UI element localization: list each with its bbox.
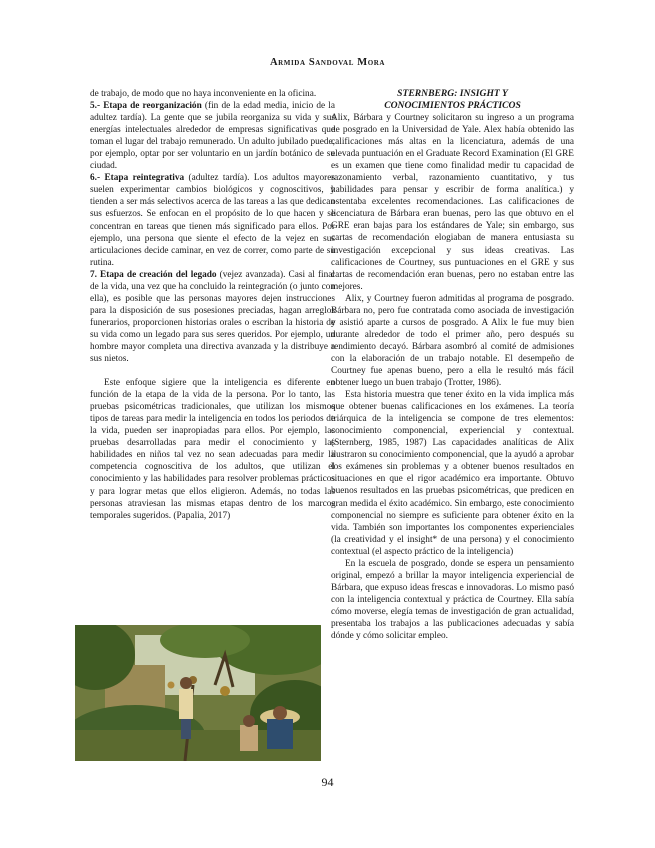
- stage-7-text: (vejez avanzada). Casi al final de la vida, una vez que ha concluido la reintegración (o junto con ella), es posible que las personas mayores dejen instrucciones para la disposición de sus posesiones preciadas, hagan arreglos funerarios, proporcionen historias orales o escriban la historia de su vida como un legado para sus seres queridos. Por ejemplo, un hombre mayor completa una directiva avanzada y la distribuye a sus nietos.: [90, 269, 335, 365]
- stage-7-paragraph: [90, 269, 335, 365]
- admission-paragraph: Alix, y Courtney fueron admitidas al programa de posgrado. Bárbara no, pero fue contratada como asociada de investigación y asistió aparte a cursos de posgrado. A Alix le fue muy bien durante alrededor de todo el primer año, pero después su rendimiento decayó. Bárbara asombró al comité de admisiones con la elaboración de un trabajo notable. El desempeño de Courtney fue apenas bueno, pero a ella le resultó más fácil obtener luego un buen trabajo (Trotter, 1986).: [331, 293, 574, 389]
- right-column: [331, 88, 574, 642]
- section-title-line-2: CONOCIMIENTOS PRÁCTICOS: [384, 100, 521, 111]
- stage-7-label: 7. Etapa de creación del legado: [90, 269, 217, 280]
- triarchic-theory-paragraph: Esta historia muestra que tener éxito en la vida implica más que obtener buenas calificaciones en los exámenes. La teoría triárquica de la inteligencia se compone de tres elementos: conocimiento componencial, experiencial y contextual. (Sternberg, 1985, 1987) Las capacidades analíticas de Alix ilustraron su conocimiento componencial, que la ayudó a aprobar los exámenes sin problemas y a obtener buenos resultados en situaciones en que el rigor académico era importante. Obtuvo buenos resultados en las pruebas psicométricas, que predicen en gran medida el éxito académico. Sin embargo, este conocimiento componencial no siempre es suficiente para obtener éxito en la vida. También son importantes los componentes experienciales (la creatividad y el insight* de una persona) y el conocimiento contextual (el aspecto práctico de la inteligencia): [331, 390, 574, 557]
- field-work-photo-illustration: [75, 625, 321, 761]
- stage-5-text: (fin de la edad media, inicio de la adultez tardía). La gente que se jubila reorganiza su vida y sus energías intelectuales alrededor de empresas significativas que toman el lugar del trabajo remunerado. Un adulto jubilado puede, por ejemplo, optar por ser voluntario en un jardín botánico de su ciudad.: [90, 101, 335, 172]
- field-work-photo: [75, 625, 321, 761]
- stage-5-paragraph: [90, 100, 335, 172]
- stage-5-label: 5.- Etapa de reorganización: [90, 101, 202, 112]
- approach-paragraph: Este enfoque sigiere que la inteligencia es diferente en función de la etapa de la vida de la persona. Por lo tanto, las pruebas psicométricas tradicionales, que utilizan los mismos tipos de tareas para medir la inteligencia en todos los periodos de la vida, pueden ser inapropiadas para ellos. Por ejemplo, las pruebas desarrolladas para medir el conocimiento y las habilidades en niños tal vez no sean adecuadas para medir la competencia cognoscitiva de los adultos, que utilizan el conocimiento y las habilidades para resolver problemas prácticos y para lograr metas que ellos eligieron. Además, no todas las personas atraviesan las mismas etapas dentro de los marcos temporales sugeridos. (Papalia, 2017): [90, 378, 335, 521]
- left-column: [90, 88, 335, 522]
- running-head: Armida Sandoval Mora: [269, 57, 386, 68]
- graduate-school-paragraph: En la escuela de posgrado, donde se espera un pensamiento original, empezó a brillar la mayor inteligencia experiencial de Bárbara, que expuso ideas frescas e innovadoras. Lo mismo pasó con la inteligencia contextual y práctica de Courtney. Ella sabía cómo moverse, elegía temas de investigación de gran actualidad, presentaba los trabajos a las publicaciones adecuadas y sabía dónde y cómo solicitar empleo.: [331, 558, 574, 642]
- page-number: 94: [321, 775, 334, 789]
- section-title-line-1: STERNBERG: INSIGHT Y: [397, 88, 508, 99]
- stage-6-text: (adultez tardía). Los adultos mayores suelen experimentar cambios biológicos y cognoscitivos, y tienden a ser más selectivos acerca de las tareas a las que dedican sus esfuerzos. Se enfocan en el propósito de lo que hacen y se concentran en tareas que tienen más significado para ellos. Por ejemplo, una persona que siente el efecto de la vejez en sus articulaciones decide caminar, en vez de correr, como parte de su rutina.: [90, 173, 335, 268]
- yale-story-paragraph: Alix, Bárbara y Courtney solicitaron su ingreso a un programa de posgrado en la Universidad de Yale. Alex había obtenido las calificaciones más altas en la licenciatura, además de una elevada puntuación en el Graduate Record Examination (El GRE es un examen que tiene como finalidad medir tu capacidad de razonamiento verbal, razonamiento cuantitativo, y tus habilidades para pensar y escribir de forma analítica.) y ostentaba excelentes recomendaciones. Las calificaciones de licenciatura de Bárbara eran buenas, pero las que obtuvo en el GRE eran bajas para los estándares de Yale; sin embargo, sus cartas de recomendación elogiaban de manera entusiasta su investigación excepcional y sus ideas creativas. Las calificaciones de Courtney, sus puntuaciones en el GRE y sus cartas de recomendación eran buenas, pero no estaban entre las mejores.: [331, 113, 574, 292]
- stage-6-paragraph: [90, 172, 335, 268]
- paragraph-continuation: de trabajo, de modo que no haya inconveniente en la oficina.: [90, 89, 317, 99]
- stage-6-label: 6.- Etapa reintegrativa: [90, 173, 185, 184]
